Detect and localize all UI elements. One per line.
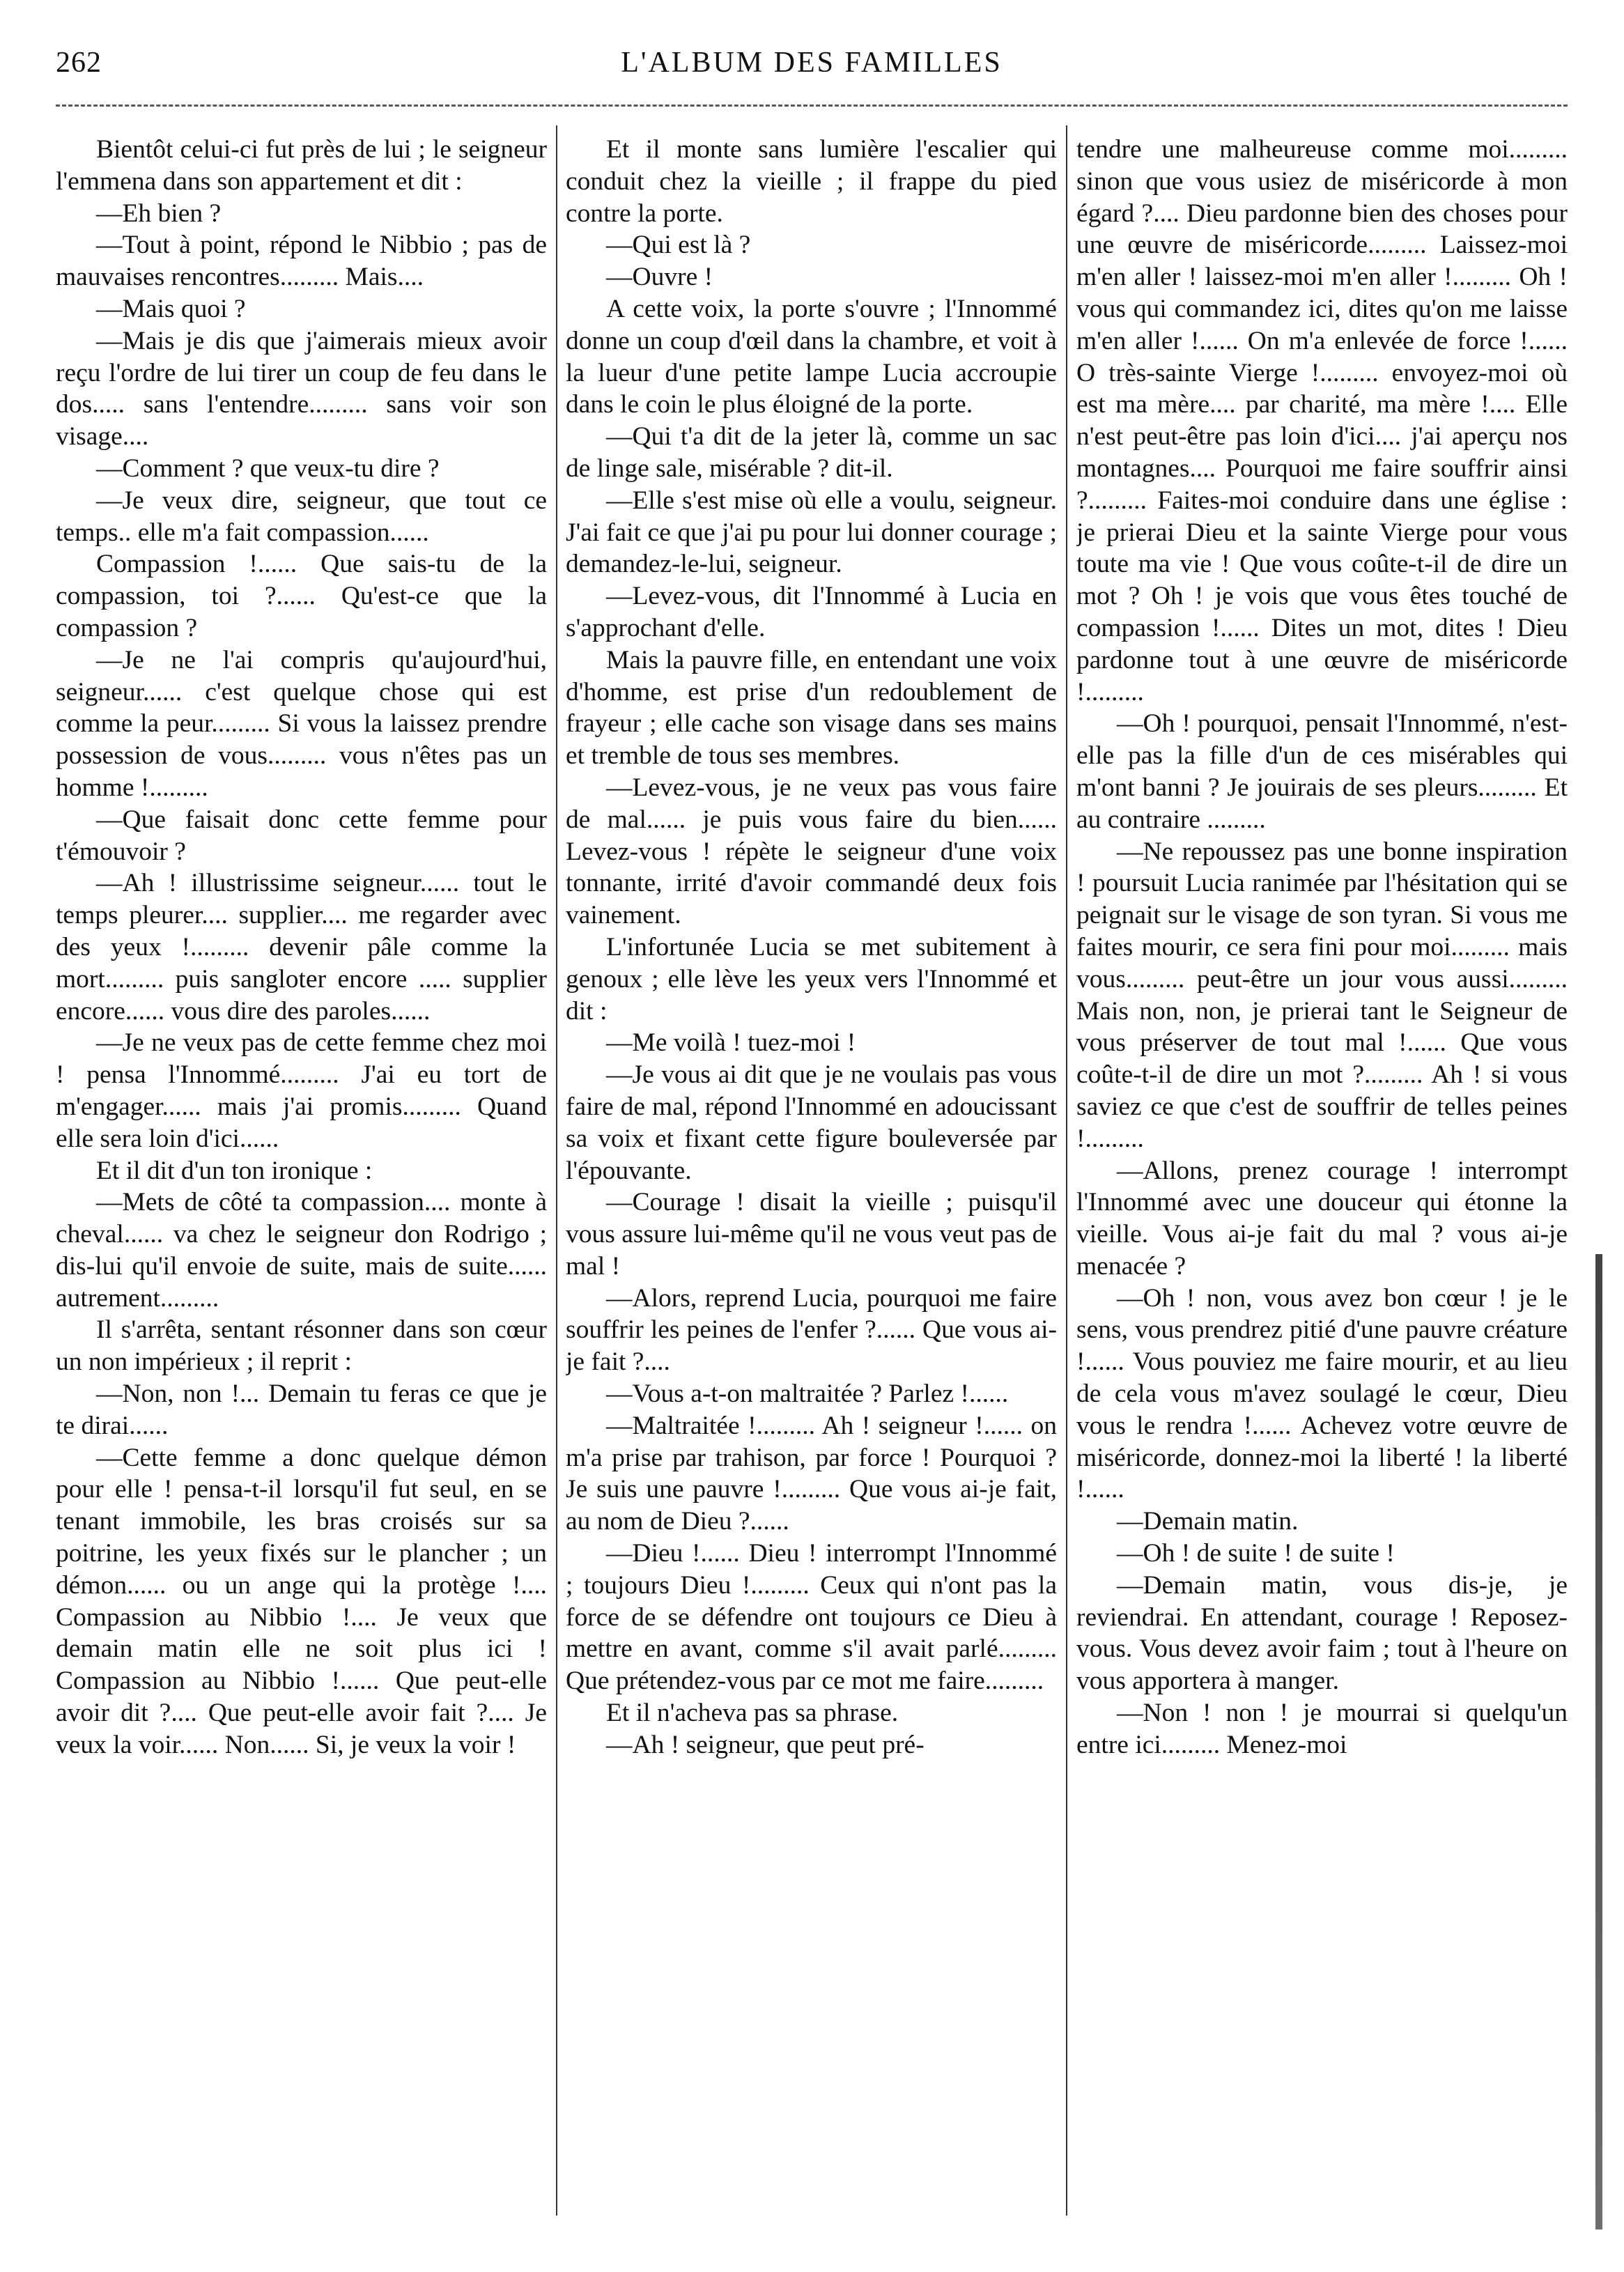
column-divider [556,125,557,2216]
paragraph: A cette voix, la porte s'ouvre ; l'Innommé donne un coup d'œil dans la chambre, et voit à la lueur d'une petite lampe Lucia accroupie dans le coin le plus éloigné de la porte. [566,294,1057,419]
paragraph: —Je ne l'ai compris qu'aujourd'hui, seigneur...... c'est quelque chose qui est comme la peur......... Si vous la laissez prendre possession de vous......... vous n'êtes pas un homme !......... [56,645,547,802]
paragraph: —Dieu !...... Dieu ! interrompt l'Innommé ; toujours Dieu !......... Ceux qui n'ont pas la force de se défendre ont toujours ce Dieu à mettre en avant, comme s'il avait parlé......... Que prétendez-vous par ce mot me faire......... [566,1539,1057,1696]
paragraph: Bientôt celui-ci fut près de lui ; le seigneur l'emmena dans son appartement et dit : [56,135,547,196]
paragraph: —Oh ! non, vous avez bon cœur ! je le sens, vous prendrez pitié d'une pauvre créature !...... Vous pouviez me faire mourir, et au lieu de cela vous m'avez soulagé le cœur, Dieu vous le rendra !...... Achevez votre œuvre de miséricorde, donnez-moi la liberté ! la liberté !...... [1076,1283,1568,1504]
paragraph: —Ne repoussez pas une bonne inspiration ! poursuit Lucia ranimée par l'hésitation qui se peignait sur le visage de son tyran. Si vous me faites mourir, ce sera fini pour moi......... mais vous......... peut-être un jour vous aussi......... Mais non, non, je prierai tant le Seigneur de vous préserver de tout mal !...... Que vous coûte-t-il de dire un mot ?......... Ah ! si vous saviez ce que c'est de souffrir de telles peines !......... [1076,837,1568,1153]
paragraph: —Eh bien ? [96,199,222,228]
paragraph: —Mets de côté ta compassion.... monte à cheval...... va chez le seigneur don Rodrigo ; dis-lui qu'il envoie de suite, mais de suite...... autrement......... [56,1188,547,1313]
paragraph: —Ouvre ! [606,263,713,292]
paragraph: —Je veux dire, seigneur, que tout ce temps.. elle m'a fait compassion...... [56,486,547,547]
text-column-2 [566,134,1057,2231]
paragraph: Compassion !...... Que sais-tu de la compassion, toi ?...... Qu'est-ce que la compassion ? [56,550,547,642]
paragraph: —Allons, prenez courage ! interrompt l'Innommé avec une douceur qui étonne la vieille. Vous ai-je fait du mal ? vous ai-je menacée ? [1076,1156,1568,1281]
paragraph: —Je vous ai dit que je ne voulais pas vous faire de mal, répond l'Innommé en adoucissant sa voix et fixant cette figure bouleversée par l'épouvante. [566,1060,1057,1185]
paragraph: —Comment ? que veux-tu dire ? [96,454,440,483]
paragraph: —Non, non !... Demain tu feras ce que je te dirai...... [56,1380,547,1440]
paragraph: Et il n'acheva pas sa phrase. [606,1699,899,1728]
paragraph: —Me voilà ! tuez-moi ! [606,1028,856,1058]
paragraph: —Cette femme a donc quelque démon pour elle ! pensa-t-il lorsqu'il fut seul, en se tenant immobile, les bras croisés sur sa poitrine, les yeux fixés sur le plancher ; un démon...... ou un ange qui la protège !.... Compassion au Nibbio !.... Je veux que demain matin elle ne soit plus ici ! Compassion au Nibbio !...... Que peut-elle avoir dit ?.... Que peut-elle avoir fait ?.... Je veux la voir...... Non...... Si, je veux la voir ! [56,1443,547,1759]
paragraph: —Tout à point, répond le Nibbio ; pas de mauvaises rencontres......... Mais.... [56,231,547,292]
paragraph: —Courage ! disait la vieille ; puisqu'il vous assure lui-même qu'il ne vous veut pas de mal ! [566,1188,1057,1281]
paragraph: Et il dit d'un ton ironique : [96,1156,373,1185]
paragraph: Mais la pauvre fille, en entendant une voix d'homme, est prise d'un redoublement de frayeur ; elle cache son visage dans ses mains et tremble de tous ses membres. [566,645,1057,771]
paragraph: —Je ne veux pas de cette femme chez moi ! pensa l'Innommé......... J'ai eu tort de m'engager...... mais j'ai promis......... Quand elle sera loin d'ici...... [56,1028,547,1153]
page-number: 262 [56,47,102,79]
paragraph: —Que faisait donc cette femme pour t'émouvoir ? [56,805,547,866]
paragraph: —Alors, reprend Lucia, pourquoi me faire souffrir les peines de l'enfer ?...... Que vous ai-je fait ?.... [566,1283,1057,1377]
paragraph: —Demain matin, vous dis-je, je reviendrai. En attendant, courage ! Reposez-vous. Vous devez avoir faim ; tout à l'heure on vous apportera à manger. [1076,1570,1568,1696]
paragraph: Et il monte sans lumière l'escalier qui conduit chez la vieille ; il frappe du pied contre la porte. [566,135,1057,228]
paragraph: —Vous a-t-on maltraitée ? Parlez !...... [606,1380,1009,1409]
paragraph: —Ah ! illustrissime seigneur...... tout le temps pleurer.... supplier.... me regarder avec des yeux !......... devenir pâle comme la mort......... puis sangloter encore ..... supplier encore...... vous dire des paroles...... [56,869,547,1026]
paragraph: Il s'arrêta, sentant résonner dans son cœur un non impérieux ; il reprit : [56,1315,547,1377]
paragraph: —Demain matin. [1117,1507,1299,1536]
paragraph: —Qui est là ? [606,231,751,260]
text-column-1 [56,134,547,2231]
text-column-3 [1076,134,1568,2231]
paragraph: —Levez-vous, je ne veux pas vous faire de mal...... je puis vous faire du bien...... Levez-vous ! répète le seigneur d'une voix tonnante, irrité d'avoir commandé deux fois vainement. [566,773,1057,930]
running-title: L'ALBUM DES FAMILLES [621,47,1003,79]
paragraph: —Oh ! de suite ! de suite ! [1117,1539,1395,1568]
page-header [56,42,1568,98]
paragraph: —Oh ! pourquoi, pensait l'Innommé, n'est-elle pas la fille d'un de ces misérables qui m'ont banni ? Je jouirais de ses pleurs......... Et au contraire ......... [1076,709,1568,834]
page-edge-shadow [1595,1254,1602,2230]
header-rule [56,105,1568,107]
paragraph: —Qui t'a dit de la jeter là, comme un sac de linge sale, misérable ? dit-il. [566,422,1057,483]
column-divider [1066,125,1067,2216]
paragraph: —Ah ! seigneur, que peut pré- [606,1730,925,1759]
paragraph: —Non ! non ! je mourrai si quelqu'un entre ici......... Menez-moi [1076,1699,1568,1759]
paragraph: —Mais je dis que j'aimerais mieux avoir reçu l'ordre de lui tirer un coup de feu dans le dos..... sans l'entendre......... sans voir son visage.... [56,326,547,451]
paragraph: —Elle s'est mise où elle a voulu, seigneur. J'ai fait ce que j'ai pu pour lui donner courage ; demandez-le-lui, seigneur. [566,486,1057,579]
paragraph: L'infortunée Lucia se met subitement à genoux ; elle lève les yeux vers l'Innommé et dit : [566,932,1057,1026]
paragraph: —Levez-vous, dit l'Innommé à Lucia en s'approchant d'elle. [566,582,1057,642]
paragraph: —Maltraitée !......... Ah ! seigneur !...... on m'a prise par trahison, par force ! Pourquoi ? Je suis une pauvre !......... Que vous ai-je fait, au nom de Dieu ?...... [566,1411,1057,1536]
paragraph: —Mais quoi ? [96,294,246,323]
paragraph: tendre une malheureuse comme moi......... sinon que vous usiez de miséricorde à mon égard ?.... Dieu pardonne bien des choses pour une œuvre de miséricorde......... Laissez-moi m'en aller ! laissez-moi m'en aller !......... Oh ! vous qui commandez ici, dites qu'on me laisse m'en aller !...... On m'a enlevée de force !...... O très-sainte Vierge !......... envoyez-moi où est ma mère.... par charité, ma mère !.... Elle n'est peut-être pas loin d'ici.... j'ai aperçu nos montagnes.... Pourquoi me faire souffrir ainsi ?......... Faites-moi conduire dans une église : je prierai Dieu et la sainte Vierge pour vous toute ma vie ! Que vous coûte-t-il de dire un mot ? Oh ! je vois que vous êtes touché de compassion !...... Dites un mot, dites ! Dieu pardonne tout à une œuvre de miséricorde !......... [1076,135,1568,706]
